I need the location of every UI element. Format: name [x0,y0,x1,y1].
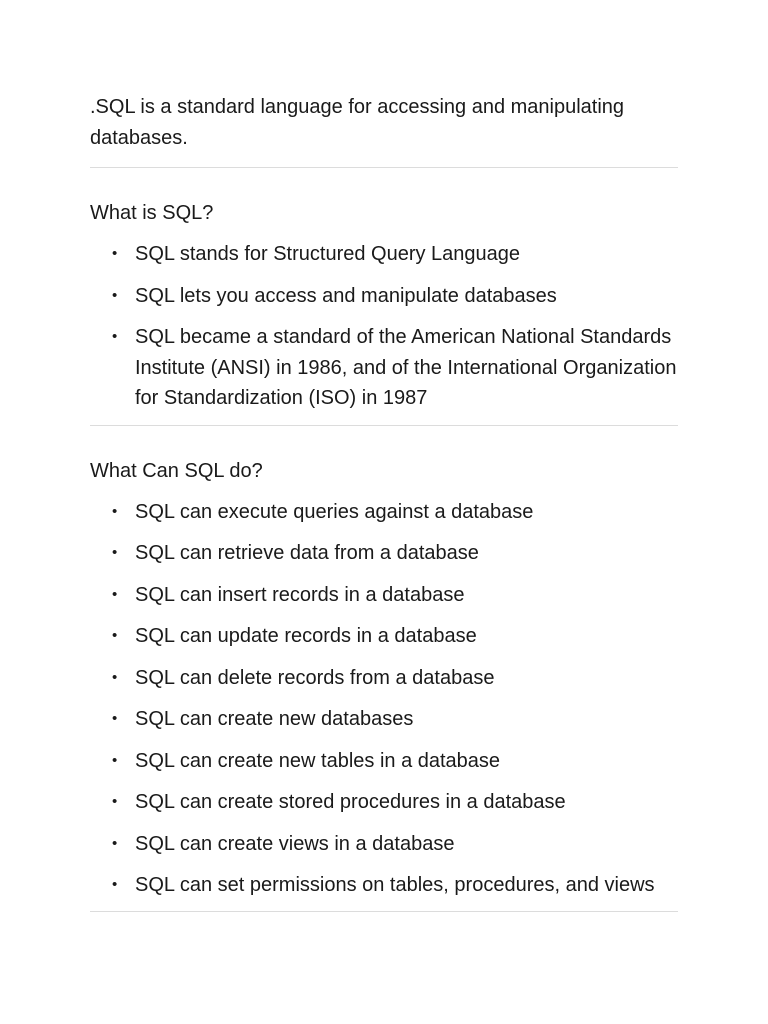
list-item [90,281,678,312]
list-item [90,704,678,735]
list-item-text: SQL can create stored procedures in a database [135,791,566,813]
bullet-icon: • [112,751,118,769]
bullet-icon: • [112,544,118,561]
bullet-icon: • [112,245,118,262]
list-item-text: SQL can execute queries against a database [135,500,534,523]
divider [90,167,678,168]
list-item [90,746,678,777]
bullet-icon: • [112,710,118,727]
list-item-text: SQL can create views in a database [135,832,455,855]
bullet-list [90,239,678,414]
list-item-text: SQL stands for Structured Query Language [135,243,521,265]
bullet-icon: • [112,627,118,644]
list-item [90,538,678,569]
section-heading: What is SQL? [90,202,214,224]
list-item-text: SQL lets you access and manipulate databases [135,284,557,307]
bullet-icon: • [112,502,118,520]
list-item-text: SQL can retrieve data from a database [135,542,479,564]
bullet-icon: • [112,328,118,345]
bullet-icon: • [112,585,118,603]
intro-paragraph: .SQL is a standard language for accessing and manipulating databases. [90,96,625,149]
bullet-icon: • [112,834,118,852]
list-item [90,239,678,270]
list-item-text: SQL can delete records from a database [135,666,495,689]
list-item-text: SQL became a standard of the American National Standards Institute (ANSI) in 1986, and of the International Organization for Standardization (ISO) in 1987 [135,326,677,409]
list-item-text: SQL can create new tables in a database [135,749,501,772]
list-item-text: SQL can create new databases [135,708,414,730]
divider [90,425,678,426]
list-item [90,621,678,652]
bullet-icon: • [112,876,118,893]
list-item [90,870,678,901]
list-item [90,322,678,414]
bullet-icon: • [112,286,118,304]
list-item [90,580,678,611]
list-item [90,829,678,860]
bullet-icon: • [112,793,118,810]
list-item [90,787,678,818]
section-what-can-sql-do [90,456,678,901]
bullet-list [90,497,678,901]
list-item-text: SQL can set permissions on tables, procedures, and views [135,874,655,896]
document-page [90,92,678,912]
section-what-is-sql [90,198,678,414]
divider [90,911,678,912]
list-item-text: SQL can insert records in a database [135,583,465,606]
list-item-text: SQL can update records in a database [135,625,477,647]
list-item [90,497,678,528]
list-item [90,663,678,694]
bullet-icon: • [112,668,118,686]
section-heading: What Can SQL do? [90,459,263,482]
